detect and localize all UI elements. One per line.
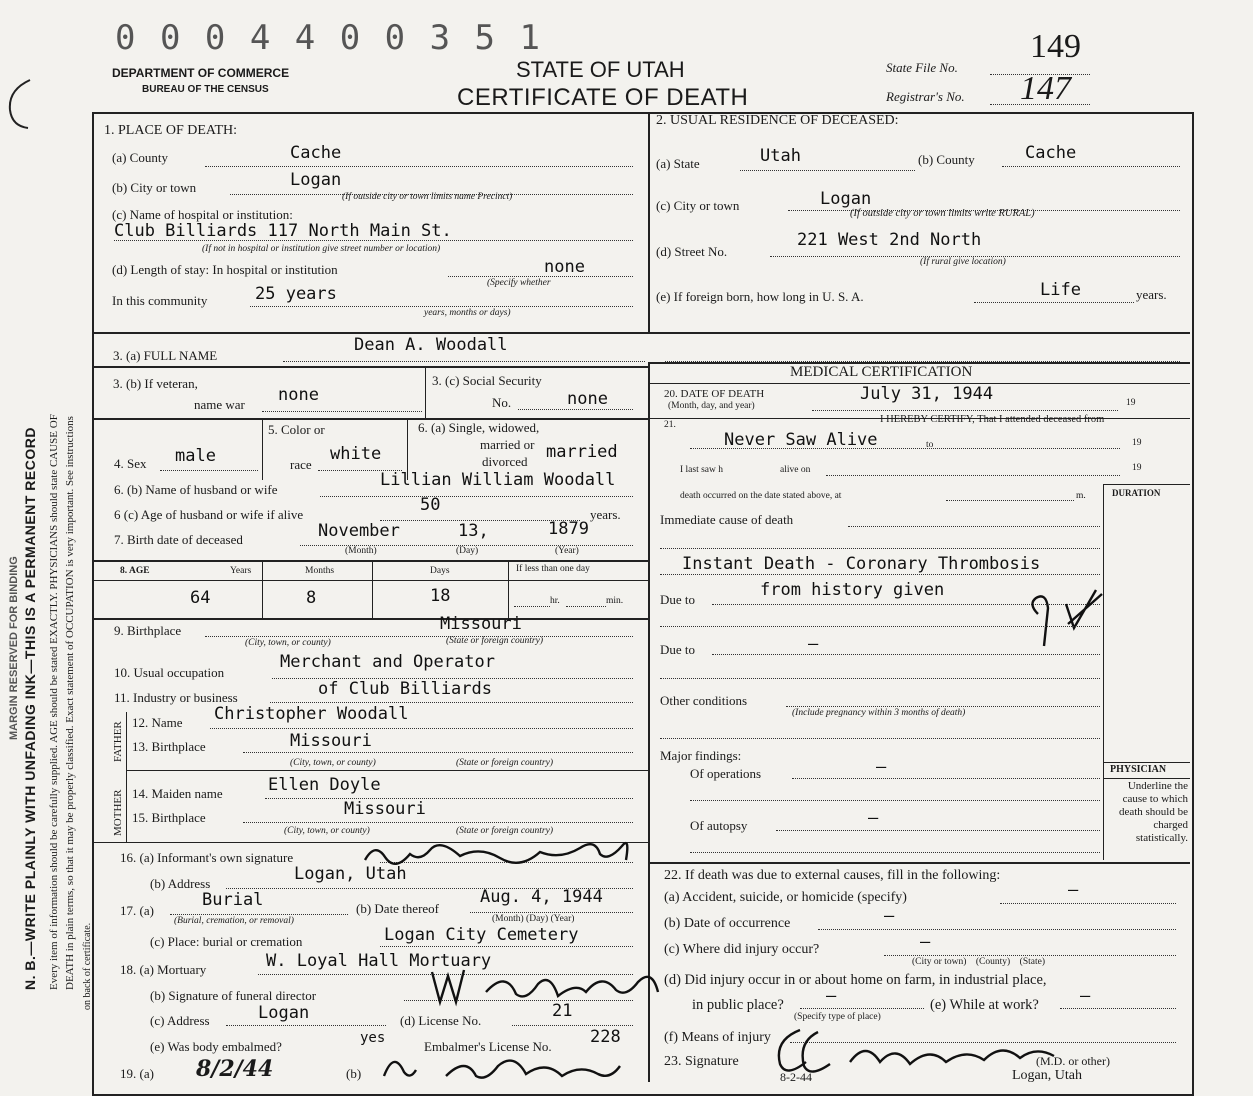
autopsy-label: Of autopsy (690, 818, 748, 833)
occupation-value: Merchant and Operator (280, 652, 495, 672)
attended-19: 19 (1132, 438, 1142, 448)
ext-d2-label: in public place? (692, 997, 784, 1013)
duration-header: DURATION (1112, 488, 1161, 498)
father-name-value: Christopher Woodall (214, 704, 409, 724)
sex-label: 4. Sex (114, 456, 147, 471)
occurred-m: m. (1076, 491, 1086, 501)
corner-mark (0, 70, 40, 150)
res-street-note: (If rural give location) (920, 257, 1006, 267)
mother-side-label: MOTHER (112, 789, 124, 836)
margin-warning: N. B.—WRITE PLAINLY WITH UNFADING INK—THIS IS A PERMANENT RECORD (22, 427, 38, 990)
res-street-label: (d) Street No. (656, 244, 728, 259)
hospital-value: Club Billiards 117 North Main St. (114, 221, 452, 241)
ssn-label: 3. (c) Social Security (432, 373, 542, 388)
sig-date: 8-2-44 (780, 1070, 812, 1084)
other-label: Other conditions (660, 693, 748, 708)
city-value: Logan (290, 170, 342, 190)
due2-label: Due to (660, 642, 696, 657)
mother-name-label: 14. Maiden name (132, 786, 223, 801)
ext-a-label: (a) Accident, suicide, or homicide (specify) (664, 890, 907, 905)
informant-address-value: Logan, Utah (294, 864, 407, 884)
registrar-number: 147 (1020, 70, 1071, 107)
external-heading: 22. If death was due to external causes, fill in the following: (664, 868, 1001, 883)
alive-on: alive on (780, 465, 811, 475)
license-label: (d) License No. (400, 1013, 482, 1028)
birth-day: 13, (458, 521, 489, 541)
ext-c-value: — (920, 932, 931, 952)
age-label: 8. AGE (120, 566, 150, 576)
burial-date-note: (Month) (Day) (Year) (492, 914, 575, 924)
industry-label: 11. Industry or business (114, 690, 238, 705)
margin-instructions-3: on back of certificate. (82, 922, 93, 1010)
war-label: name war (194, 397, 245, 412)
ext-d-label: (d) Did injury occur in or about home on farm, in industrial place, (664, 972, 1047, 988)
stay-label: (d) Length of stay: In hospital or institution (112, 262, 338, 277)
age-hr: hr. (550, 596, 560, 606)
attended-to: to (926, 440, 934, 450)
age-days-value: 18 (430, 586, 451, 606)
stay-value: none (544, 257, 585, 277)
ext-a-value: — (1068, 880, 1079, 900)
registrar-signature (376, 1046, 626, 1082)
age-min: min. (606, 596, 624, 606)
father-city-note: (City, town, or county) (290, 758, 376, 768)
birth-day-note: (Day) (456, 546, 479, 556)
marital-label-3: divorced (482, 454, 528, 469)
dod-label: 20. DATE OF DEATH (664, 388, 765, 400)
director-label: (b) Signature of funeral director (150, 988, 317, 1003)
residence-heading: 2. USUAL RESIDENCE OF DECEASED: (656, 113, 899, 128)
last-saw-19: 19 (1132, 463, 1142, 473)
mother-state-note: (State or foreign country) (456, 826, 554, 836)
ext-f-label: (f) Means of injury (664, 1030, 771, 1045)
ext-b-label: (b) Date of occurrence (664, 916, 791, 931)
res-foreign-value: Life (1040, 280, 1081, 300)
veteran-label: 3. (b) If veteran, (113, 376, 198, 391)
age-years-value: 64 (190, 588, 211, 608)
birth-year: 1879 (548, 519, 589, 539)
ext-d2-value: — (826, 986, 837, 1006)
due-annotation (1018, 584, 1108, 654)
spouse-value: Lillian William Woodall (380, 470, 616, 490)
major-label: Major findings: (660, 748, 742, 763)
age-days-header: Days (430, 566, 450, 576)
ext-c-label: (c) Where did injury occur? (664, 942, 820, 957)
md-note: (M.D. or other) (1036, 1054, 1110, 1068)
ext-loc-note: (City or town) (County) (State) (912, 957, 1045, 967)
burial-note: (Burial, cremation, or removal) (174, 916, 294, 926)
war-value: none (278, 385, 319, 405)
mortuary-label: 18. (a) Mortuary (120, 962, 207, 977)
department: DEPARTMENT OF COMMERCE (112, 66, 290, 80)
line19-b: (b) (346, 1066, 362, 1081)
res-county-label: (b) County (918, 152, 975, 167)
ext-e-label: (e) While at work? (930, 997, 1039, 1013)
marital-label: 6. (a) Single, widowed, (418, 420, 540, 435)
burial-place-label: (c) Place: burial or cremation (150, 934, 303, 949)
certify-text: I HEREBY CERTIFY, That I attended deceased from (880, 414, 1105, 425)
license-value: 21 (552, 1001, 573, 1021)
ext-b-value: — (884, 906, 895, 926)
registrar-label: Registrar's No. (886, 89, 965, 104)
age-months-header: Months (305, 566, 335, 576)
ssn-value: none (567, 389, 608, 409)
embalmer-value: 228 (590, 1027, 621, 1047)
county-value: Cache (290, 143, 342, 163)
margin-instructions-2: DEATH in plain terms, so that it may be properly classified. Exact statement of OCCUPATION is very important. See instructions (64, 416, 76, 990)
res-state-value: Utah (760, 146, 801, 166)
spouse-years: years. (590, 507, 621, 522)
burial-date-label: (b) Date thereof (356, 901, 440, 916)
community-value: 25 years (255, 284, 337, 304)
funeral-address-label: (c) Address (150, 1013, 210, 1028)
hospital-label: (c) Name of hospital or institution: (112, 207, 293, 222)
immediate-value: Instant Death - Coronary Thrombosis (682, 554, 1041, 574)
age-months-value: 8 (306, 588, 317, 608)
city-note: (If outside city or town limits name Precinct) (342, 192, 513, 202)
dod-value: July 31, 1944 (860, 384, 994, 404)
mother-name-value: Ellen Doyle (268, 775, 381, 795)
line19-label: 19. (a) (120, 1066, 154, 1081)
burial-place-value: Logan City Cemetery (384, 925, 579, 945)
attended-value: Never Saw Alive (724, 430, 878, 450)
autopsy-value: — (868, 808, 879, 828)
mother-city-note: (City, town, or county) (284, 826, 370, 836)
birth-month: November (318, 521, 400, 541)
color-label: 5. Color or (268, 422, 325, 437)
sig-place: Logan, Utah (1012, 1068, 1082, 1083)
city-label: (b) City or town (112, 180, 197, 195)
state-file-number: 149 (1030, 28, 1081, 65)
line19-date: 8/2/44 (196, 1056, 274, 1082)
county-label: (a) County (112, 150, 168, 165)
mother-birth-label: 15. Birthplace (132, 810, 206, 825)
ops-value: — (876, 757, 887, 777)
burial-value: Burial (202, 890, 264, 910)
age-years-header: Years (230, 566, 252, 576)
community-note: years, months or days) (424, 308, 511, 318)
sex-value: male (175, 446, 216, 466)
occurred-text: death occurred on the date stated above, at (680, 491, 842, 501)
res-foreign-label: (e) If foreign born, how long in U. S. A. (656, 289, 864, 304)
margin-instructions-1: Every item of information should be carefully supplied. AGE should be stated EXACTLY. PHYSICIANS should state CAUSE OF (48, 414, 60, 990)
funeral-address-value: Logan (258, 1003, 310, 1023)
father-birth-label: 13. Birthplace (132, 739, 206, 754)
due1-label: Due to (660, 592, 696, 607)
last-saw: I last saw h (680, 465, 724, 475)
embalmer-label: Embalmer's License No. (424, 1039, 552, 1054)
birth-year-note: (Year) (555, 546, 579, 556)
name-value: Dean A. Woodall (354, 335, 508, 355)
physician-header: PHYSICIAN (1110, 764, 1167, 775)
res-street-value: 221 West 2nd North (797, 230, 982, 250)
state-file-label: State File No. (886, 60, 958, 75)
certify-num: 21. (664, 420, 676, 430)
underline-note: Underline the cause to which death should be charged statistically. (1118, 780, 1188, 844)
certificate-number: 0 0 0 4 4 0 0 3 5 1 (115, 18, 542, 58)
res-years: years. (1136, 287, 1167, 302)
res-city-note: (If outside city or town limits write RURAL) (850, 208, 1035, 219)
race-value: white (330, 444, 382, 464)
stay-note: (Specify whether (487, 278, 551, 288)
birthplace-state-note: (State or foreign country) (446, 636, 544, 646)
marital-label-2: married or (480, 437, 535, 452)
hospital-note: (If not in hospital or institution give street number or location) (202, 244, 441, 254)
father-state-note: (State or foreign country) (456, 758, 554, 768)
embalmed-label: (e) Was body embalmed? (150, 1039, 282, 1054)
burial-label: 17. (a) (120, 903, 154, 918)
ext-e-value: — (1080, 986, 1091, 1006)
ext-sig-label: 23. Signature (664, 1054, 739, 1069)
res-county-value: Cache (1025, 143, 1077, 163)
due1-value: from history given (760, 580, 945, 600)
res-city-value: Logan (820, 189, 872, 209)
immediate-label: Immediate cause of death (660, 512, 794, 527)
age-less-header: If less than one day (516, 564, 590, 574)
dod-note: (Month, day, and year) (668, 401, 755, 411)
race-label: race (290, 457, 312, 472)
page-title: CERTIFICATE OF DEATH (457, 84, 749, 111)
father-name-label: 12. Name (132, 715, 183, 730)
spouse-age-value: 50 (420, 495, 441, 515)
dod-year: 19 (1126, 398, 1136, 408)
state-title: STATE OF UTAH (516, 57, 685, 82)
burial-date-value: Aug. 4, 1944 (480, 887, 603, 907)
occupation-label: 10. Usual occupation (114, 665, 225, 680)
margin-binding: MARGIN RESERVED FOR BINDING (8, 556, 20, 740)
medical-heading: MEDICAL CERTIFICATION (790, 364, 973, 380)
res-city-label: (c) City or town (656, 198, 740, 213)
other-note: (Include pregnancy within 3 months of death) (792, 708, 966, 718)
spouse-label: 6. (b) Name of husband or wife (114, 482, 278, 497)
due2-value: — (808, 634, 819, 654)
birthplace-value: Missouri (440, 614, 522, 634)
birth-month-note: (Month) (345, 546, 377, 556)
informant-sig-label: 16. (a) Informant's own signature (120, 850, 294, 865)
community-label: In this community (112, 293, 208, 308)
informant-address-label: (b) Address (150, 876, 211, 891)
name-label: 3. (a) FULL NAME (113, 348, 218, 363)
ssn-no-label: No. (492, 395, 512, 410)
bureau: BUREAU OF THE CENSUS (142, 84, 269, 95)
birthplace-label: 9. Birthplace (114, 623, 182, 638)
res-state-label: (a) State (656, 156, 700, 171)
marital-value: married (546, 442, 618, 462)
ext-specify-type: (Specify type of place) (794, 1012, 881, 1022)
industry-value: of Club Billiards (318, 679, 492, 699)
place-heading: 1. PLACE OF DEATH: (104, 123, 238, 138)
embalmed-value: yes (360, 1030, 386, 1046)
ops-label: Of operations (690, 766, 762, 781)
birth-label: 7. Birth date of deceased (114, 532, 243, 547)
director-signature (426, 962, 666, 1012)
birthplace-city-note: (City, town, or county) (245, 638, 331, 648)
father-birth-value: Missouri (290, 731, 372, 751)
mortuary-value: W. Loyal Hall Mortuary (266, 951, 492, 971)
spouse-age-label: 6 (c) Age of husband or wife if alive (114, 507, 304, 522)
father-side-label: FATHER (112, 721, 124, 762)
mother-birth-value: Missouri (344, 799, 426, 819)
